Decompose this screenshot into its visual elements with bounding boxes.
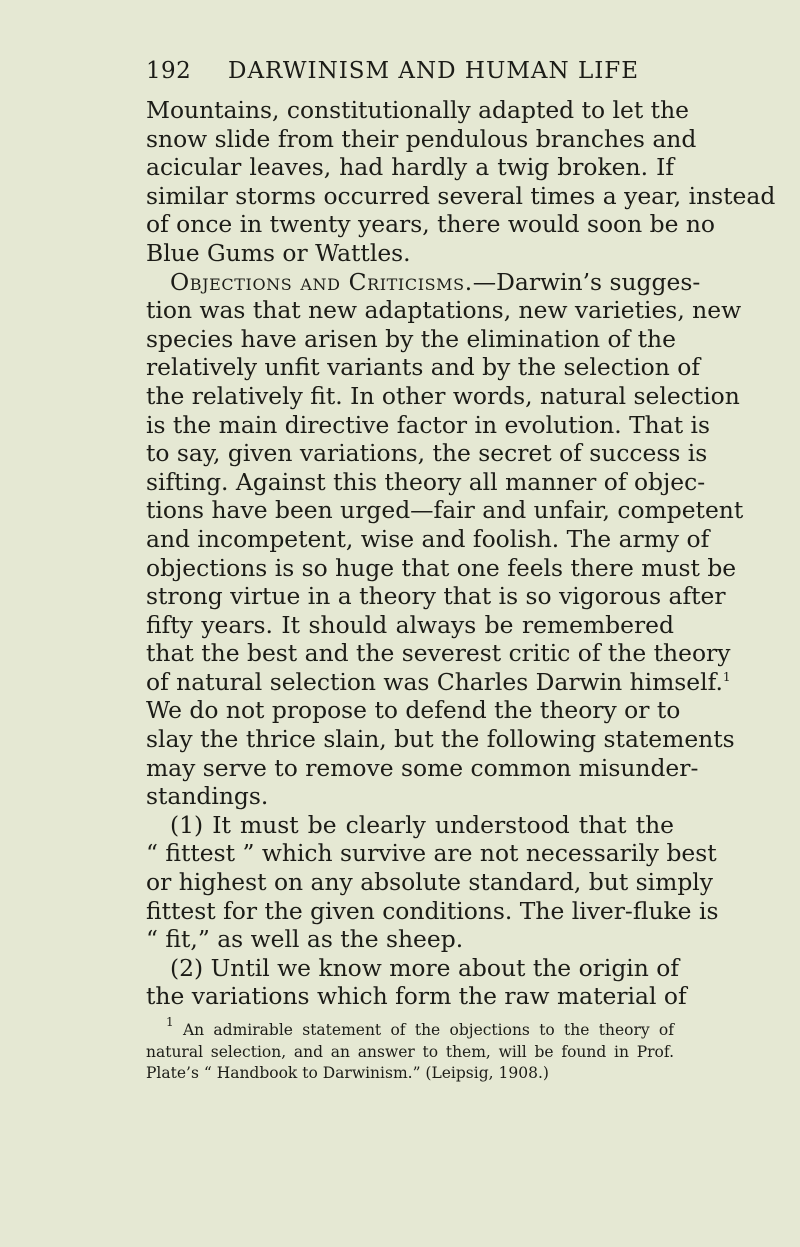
section-heading: Objections and Criticisms. — [170, 267, 473, 296]
text-line: Blue Gums or Wattles. — [146, 238, 411, 267]
page-number: 192 — [146, 58, 192, 84]
text-line: or highest on any absolute standard, but simply — [146, 868, 713, 897]
text-line: sifting. Against this theory all manner of objec- — [146, 467, 706, 496]
text-line: similar storms occurred several times a year, instead — [146, 181, 776, 210]
text-line: may serve to remove some common misunder- — [146, 753, 699, 782]
footnote-marker: 1 — [722, 669, 731, 684]
text-line: species have arisen by the elimination of the — [146, 324, 676, 353]
text-line: objections is so huge that one feels there must be — [146, 553, 737, 582]
text-line: the relatively fit. In other words, natural selection — [146, 381, 740, 410]
text-line: slay the thrice slain, but the following statements — [146, 725, 735, 754]
footnote-line: natural selection, and an answer to them, will be found in Prof. — [146, 1042, 674, 1061]
text-line: standings. — [146, 782, 269, 811]
text-line: Mountains, constitutionally adapted to let the — [146, 96, 689, 124]
footnote-text: An admirable statement of the objections to the theory of — [182, 1021, 674, 1039]
text-line: “ fittest ” which survive are not necessarily best — [146, 839, 717, 868]
section-heading-rest: —Darwin’s sugges- — [472, 267, 701, 296]
footnotes — [146, 1015, 674, 1085]
text-line: tion was that new adaptations, new varieties, new — [146, 296, 742, 325]
text-line: the variations which form the raw material of — [146, 982, 687, 1011]
text-line: “ fit,” as well as the sheep. — [146, 925, 464, 954]
text-line: fifty years. It should always be remembered — [146, 610, 674, 639]
section-heading-line — [146, 267, 701, 297]
running-header — [146, 58, 676, 92]
footnote-line: Plate’s “ Handbook to Darwinism.” (Leipsig, 1908.) — [146, 1064, 549, 1082]
text-line: (1) It must be clearly understood that the — [170, 810, 674, 839]
footnote-number: 1 — [166, 1015, 174, 1029]
text-line: relatively unfit variants and by the selection of — [146, 353, 701, 382]
text-line: tions have been urged—fair and unfair, competent — [146, 496, 744, 525]
text-line: and incompetent, wise and foolish. The army of — [146, 524, 710, 553]
text-line: that the best and the severest critic of the theory — [146, 639, 731, 668]
text-line: is the main directive factor in evolution. That is — [146, 410, 711, 439]
body-text — [146, 96, 776, 1011]
text-line-with-footnote — [146, 667, 731, 697]
text-line: of natural selection was Charles Darwin himself. — [146, 667, 723, 696]
text-line: fittest for the given conditions. The liver-fluke is — [146, 896, 719, 925]
running-title: DARWINISM AND HUMAN LIFE — [228, 58, 640, 84]
text-line: acicular leaves, had hardly a twig broken. If — [146, 153, 674, 182]
text-line: to say, given variations, the secret of success is — [146, 439, 708, 468]
footnote-line — [146, 1015, 674, 1042]
text-line: snow slide from their pendulous branches and — [146, 124, 697, 153]
text-line: We do not propose to defend the theory or to — [146, 696, 681, 725]
text-line: strong virtue in a theory that is so vigorous after — [146, 582, 726, 611]
text-line: of once in twenty years, there would soon be no — [146, 210, 716, 239]
text-line: (2) Until we know more about the origin of — [170, 953, 680, 982]
